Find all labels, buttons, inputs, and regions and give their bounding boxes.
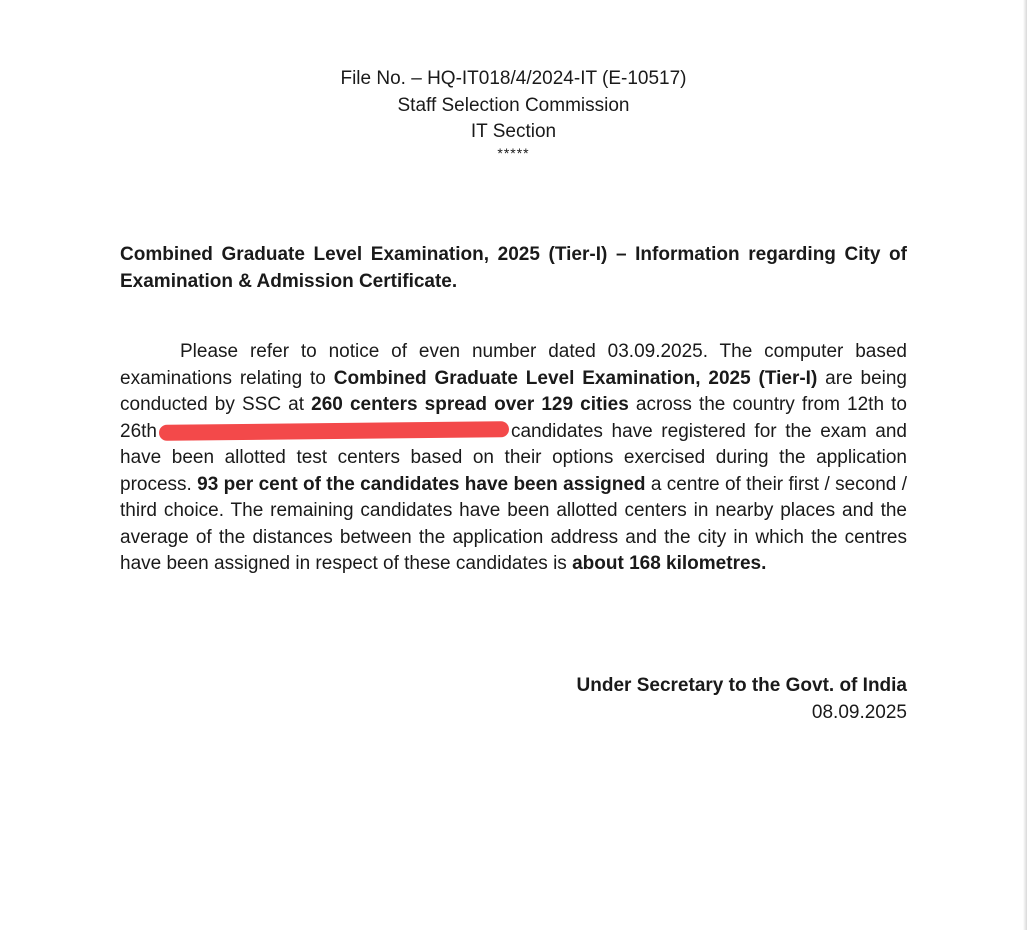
body-text-4: candidates have registered for the exam and have been allotted test centers based on their options exercised during the application process.	[120, 420, 907, 495]
notice-body-paragraph	[120, 339, 907, 578]
body-bold-percent-assigned: 93 per cent of the candidates have been assigned	[197, 473, 646, 495]
signature-block	[577, 673, 907, 726]
page-edge-shadow	[1023, 0, 1027, 930]
section-name: IT Section	[470, 121, 557, 142]
body-bold-exam-name: Combined Graduate Level Examination, 2025 (Tier-I)	[333, 367, 818, 389]
header-separator: *****	[497, 144, 530, 161]
body-text-2: are being conducted by SSC at	[120, 367, 907, 415]
file-number: File No. – HQ-IT018/4/2024-IT (E-10517)	[340, 68, 687, 89]
notice-subject: Combined Graduate Level Examination, 2025 (Tier-I) – Information regarding City of Examination & Admission Certificate.	[120, 244, 907, 292]
organization-name: Staff Selection Commission	[397, 94, 630, 116]
body-text-1: Please refer to notice of even number dated 03.09.2025. The computer based examinations relating to	[120, 341, 907, 389]
signature-date: 08.09.2025	[811, 701, 907, 723]
body-text-5: a centre of their first / second / third choice. The remaining candidates have been allotted centers in nearby places and the average of the distances between the application address and the city in which the centres have been assigned in respect of these candidates is	[120, 473, 907, 574]
signatory-title: Under Secretary to the Govt. of India	[576, 675, 907, 696]
body-bold-centers: 260 centers spread over 129 cities	[311, 394, 629, 415]
body-text-3: across the country from 12th to 26th	[120, 394, 907, 442]
document-header	[0, 66, 1027, 160]
redaction-mark	[159, 421, 509, 441]
body-bold-distance: about 168 kilometres.	[572, 553, 767, 574]
